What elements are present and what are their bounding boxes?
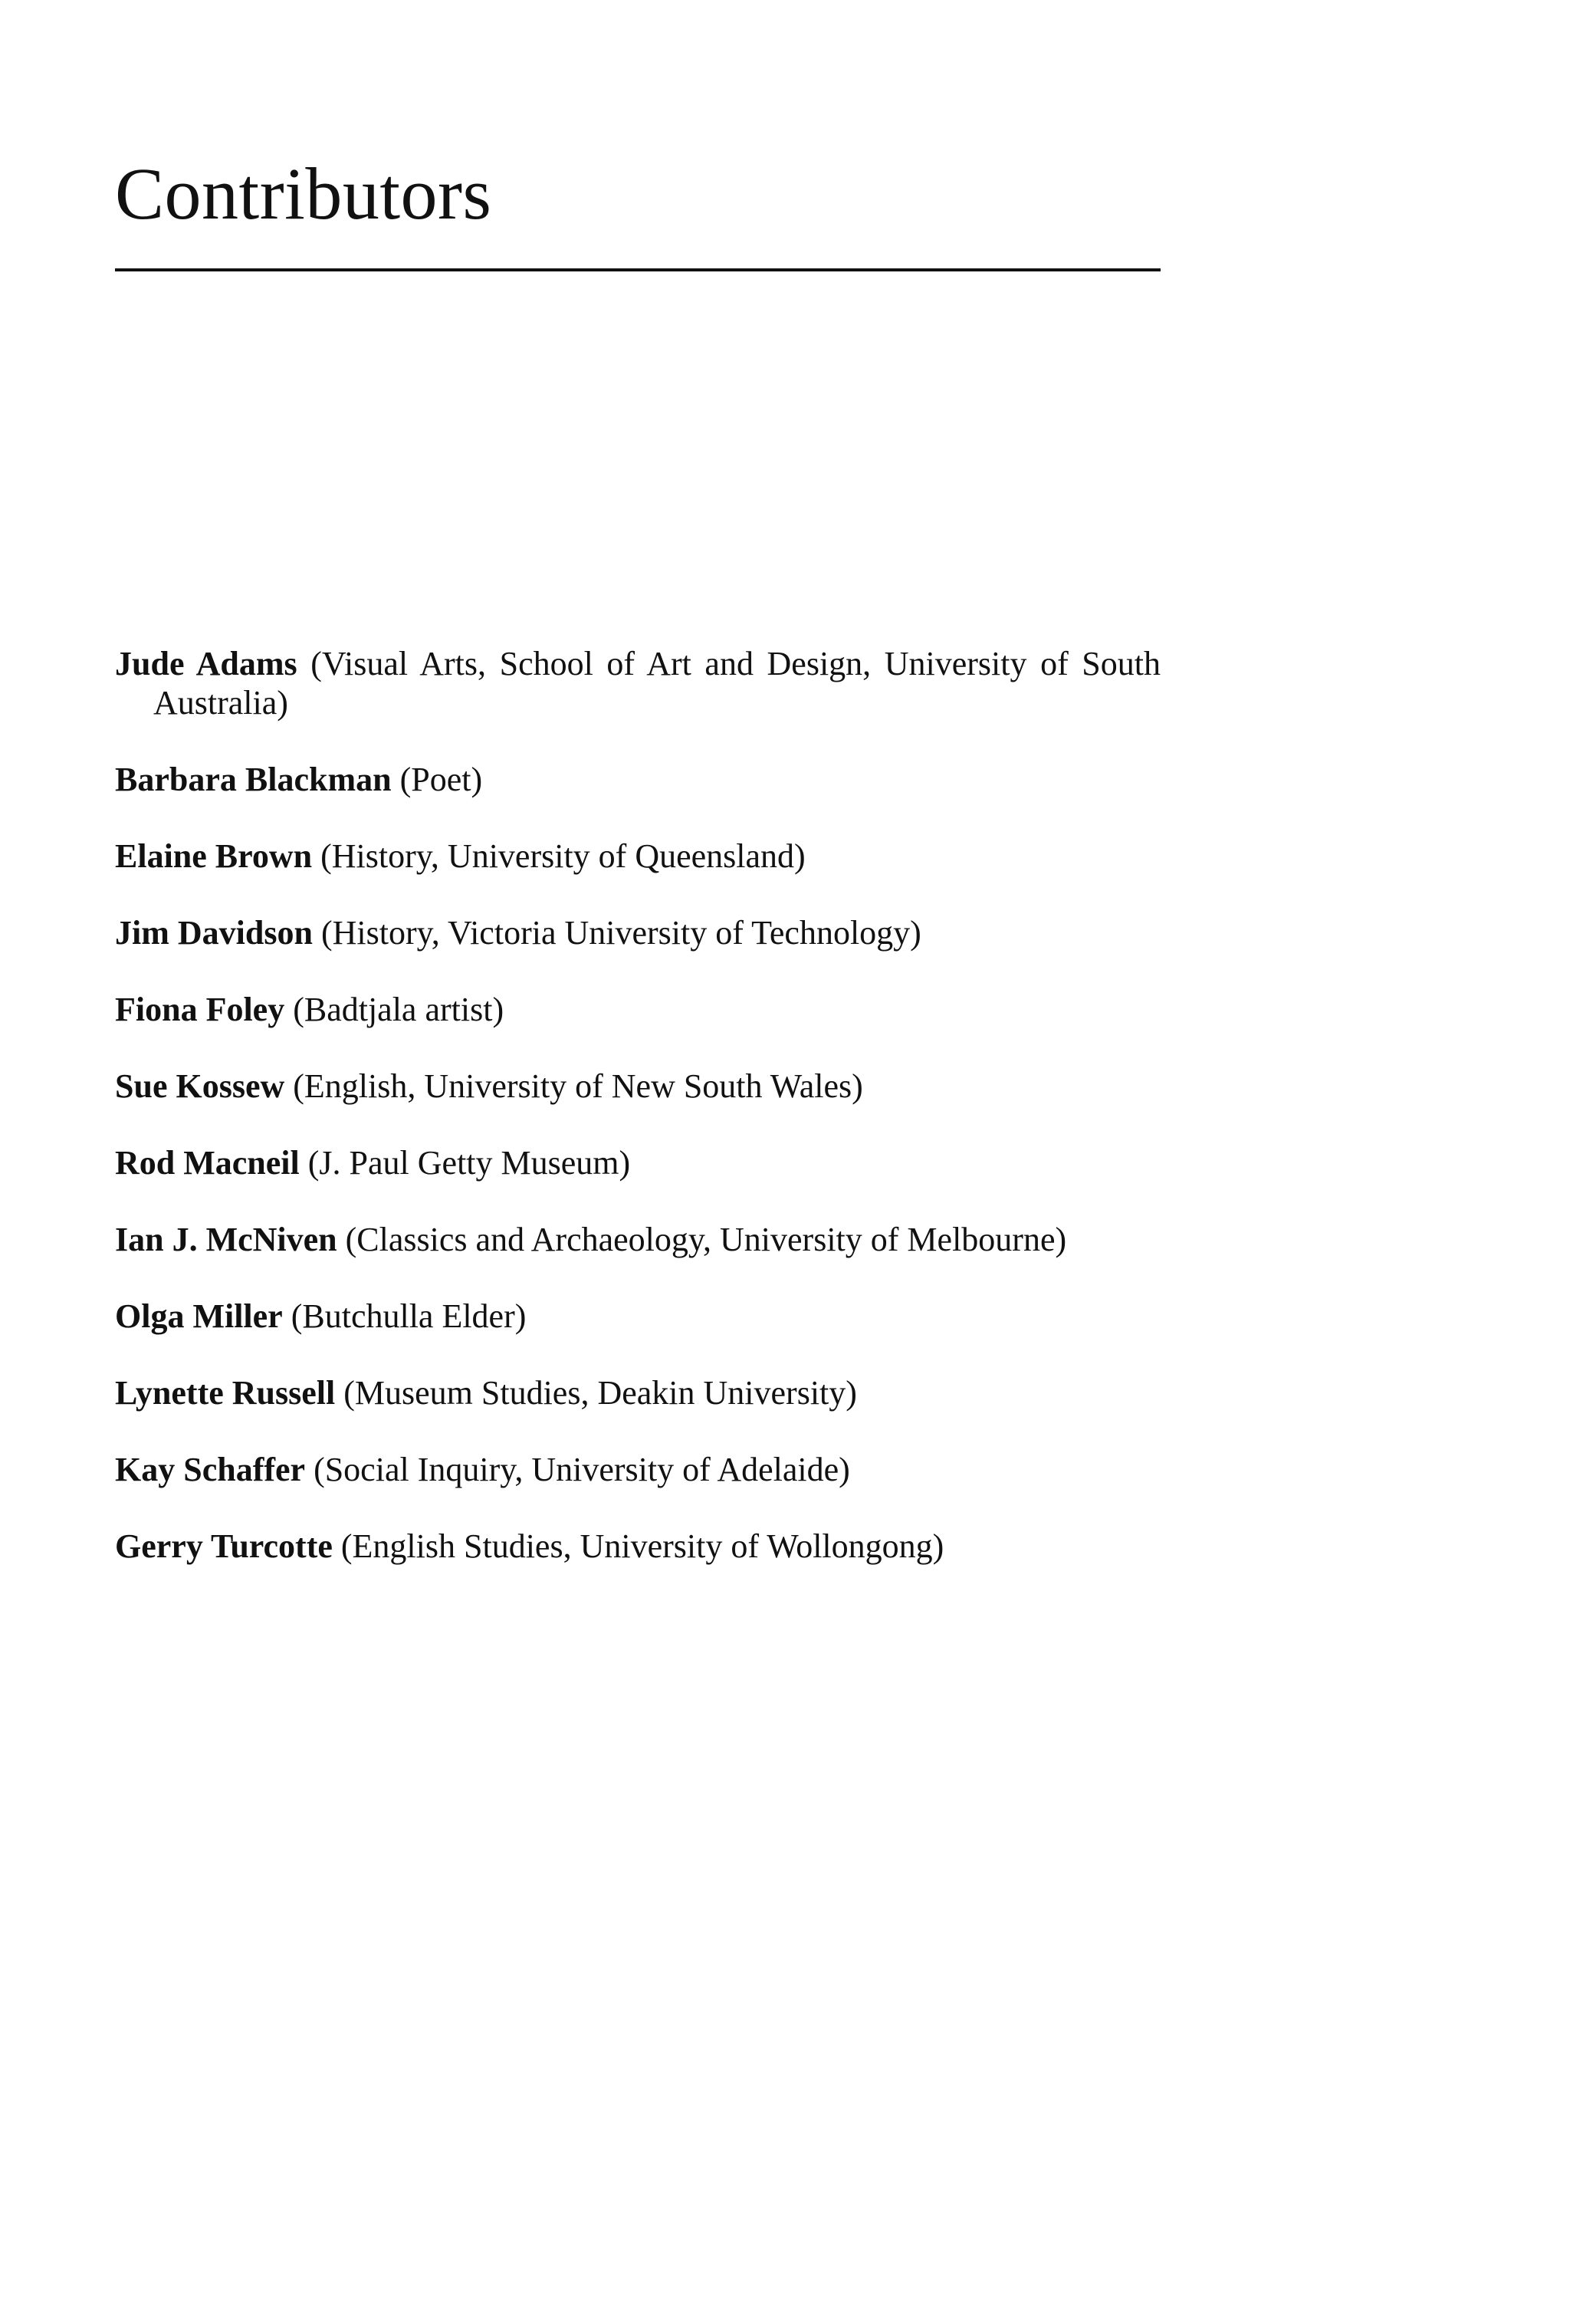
contributor-affiliation: (English Studies, University of Wollongong) [340,1527,944,1565]
contributor-name: Gerry Turcotte [115,1527,333,1565]
list-item [115,1143,1161,1182]
list-item [115,913,1161,952]
contributor-affiliation: (History, Victoria University of Technology) [320,914,921,952]
contributor-name: Jude Adams [115,645,297,682]
contributor-affiliation: (Museum Studies, Deakin University) [343,1374,857,1412]
list-item [115,760,1161,799]
contributor-name: Sue Kossew [115,1067,285,1105]
contributor-affiliation: (J. Paul Getty Museum) [307,1144,631,1182]
contributor-name: Fiona Foley [115,991,285,1028]
contributor-affiliation: (Poet) [399,761,483,798]
list-item [115,1373,1161,1412]
list-item [115,837,1161,876]
contributor-affiliation: (English, University of New South Wales) [293,1067,863,1105]
contributor-name: Olga Miller [115,1297,283,1335]
contributor-affiliation: (Butchulla Elder) [291,1297,527,1335]
contributor-name: Lynette Russell [115,1374,336,1412]
contributor-name: Kay Schaffer [115,1451,306,1488]
list-item [115,1450,1161,1489]
contributor-name: Jim Davidson [115,914,313,952]
contributor-affiliation: (Social Inquiry, University of Adelaide) [314,1451,850,1488]
list-item [115,1297,1161,1336]
list-item [115,644,1161,722]
title-divider [115,268,1161,271]
list-item [115,1220,1161,1259]
contributor-name: Ian J. McNiven [115,1221,337,1258]
contributor-affiliation: (Visual Arts, School of Art and Design, University of South Australia) [153,645,1161,722]
contributor-name: Elaine Brown [115,837,313,875]
list-item [115,1067,1161,1106]
contributor-affiliation: (Badtjala artist) [293,991,504,1028]
page-title: Contributors [115,153,492,235]
contributor-affiliation: (History, University of Queensland) [320,837,806,875]
contributor-name: Rod Macneil [115,1144,300,1182]
contributor-name: Barbara Blackman [115,761,392,798]
contributors-list [115,644,1161,1603]
list-item [115,1527,1161,1566]
list-item [115,990,1161,1029]
contributor-affiliation: (Classics and Archaeology, University of Melbourne) [345,1221,1067,1258]
